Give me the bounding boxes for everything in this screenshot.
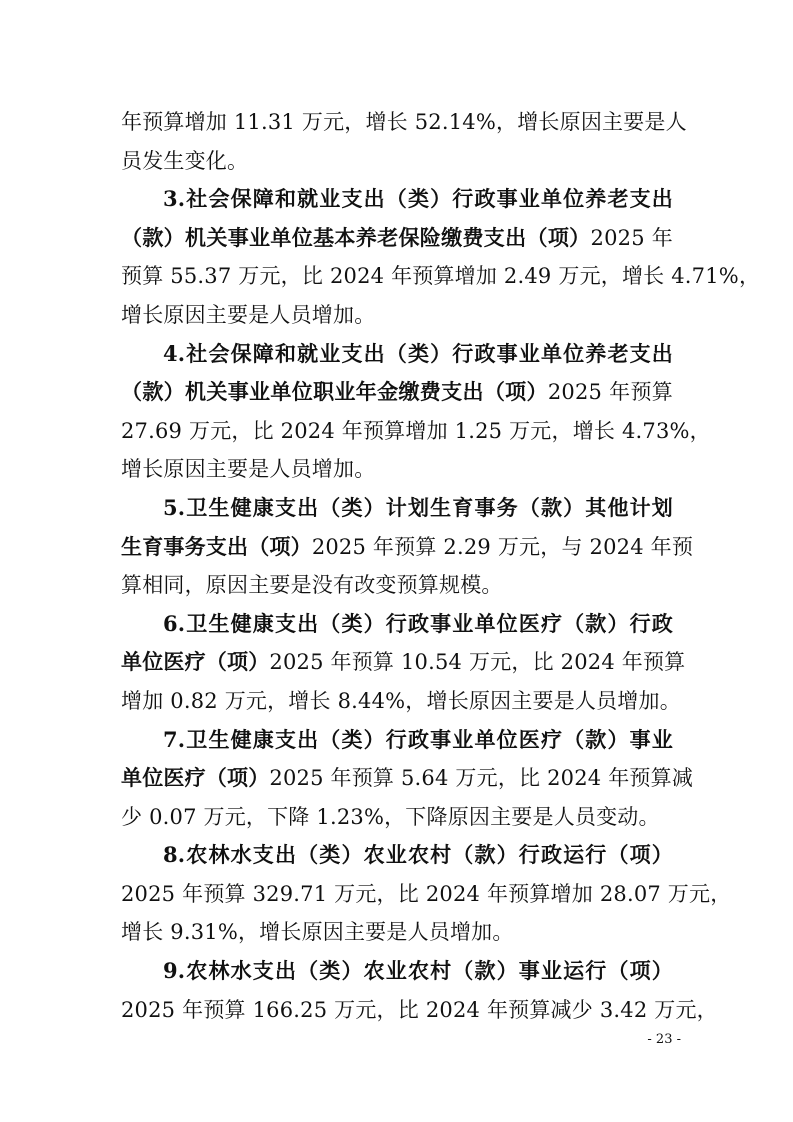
item-heading: 8.农林水支出（类）农业农村（款）行政运行（项）: [163, 842, 673, 868]
body-text-run: 2025 年: [590, 225, 673, 250]
body-text-run: 27.69 万元，比 2024 年预算增加 1.25 万元，增长 4.73%，: [121, 418, 711, 443]
item-heading: 单位医疗（项）: [121, 649, 270, 675]
text-line: [121, 991, 718, 1030]
body-text-run: 2025 年预算: [547, 380, 674, 405]
text-line: [121, 836, 673, 875]
paragraph-p0: [121, 103, 687, 180]
text-line: [121, 103, 687, 142]
item-heading: （款）机关事业单位基本养老保险缴费支出（项）: [121, 224, 591, 250]
text-line: [121, 875, 732, 914]
body-text-run: 2025 年预算 10.54 万元，比 2024 年预算: [269, 650, 686, 675]
text-line: [121, 721, 673, 760]
text-line: [121, 952, 673, 991]
item-heading: 6.卫生健康支出（类）行政事业单位医疗（款）行政: [163, 610, 673, 636]
item-heading: 3.社会保障和就业支出（类）行政事业单位养老支出: [163, 186, 673, 212]
text-line: [121, 643, 686, 682]
paragraph-p4: [121, 335, 711, 489]
text-line: [121, 335, 673, 374]
text-line: [121, 566, 673, 605]
item-heading: 9.农林水支出（类）农业农村（款）事业运行（项）: [163, 958, 673, 984]
body-text-run: 增长原因主要是人员增加。: [121, 457, 376, 482]
body-text-run: 2025 年预算 329.71 万元，比 2024 年预算增加 28.07 万元，: [121, 881, 732, 906]
item-heading: 7.卫生健康支出（类）行政事业单位医疗（款）事业: [163, 726, 673, 752]
body-text-run: 算相同，原因主要是没有改变预算规模。: [121, 573, 503, 598]
paragraph-p7: [121, 721, 694, 837]
text-line: [121, 373, 673, 412]
item-heading: 生育事务支出（项）: [121, 533, 312, 559]
text-line: [121, 296, 673, 335]
item-heading: 5.卫生健康支出（类）计划生育事务（款）其他计划: [163, 494, 673, 520]
body-text-run: 年预算增加 11.31 万元，增长 52.14%，增长原因主要是人: [121, 110, 687, 134]
text-line: [121, 759, 694, 798]
paragraph-p9: [121, 952, 718, 1029]
body-text-run: 增长 9.31%，增长原因主要是人员增加。: [121, 920, 514, 945]
text-line: [121, 219, 673, 258]
text-line: [121, 489, 673, 528]
text-line: [121, 798, 673, 837]
document-body: [121, 103, 761, 1029]
paragraph-p8: [121, 836, 732, 952]
body-text-run: 增加 0.82 万元，增长 8.44%，增长原因主要是人员增加。: [121, 688, 681, 713]
paragraph-p3: [121, 180, 761, 334]
item-heading: （款）机关事业单位职业年金缴费支出（项）: [121, 379, 548, 405]
body-text-run: 2025 年预算 5.64 万元，比 2024 年预算减: [269, 766, 694, 791]
paragraph-p6: [121, 605, 686, 721]
body-text-run: 2025 年预算 166.25 万元，比 2024 年预算减少 3.42 万元，: [121, 997, 718, 1022]
body-text-run: 2025 年预算 2.29 万元，与 2024 年预: [311, 534, 694, 559]
text-line: [121, 682, 681, 721]
body-text-run: 员发生变化。: [121, 148, 249, 173]
text-line: [121, 528, 694, 567]
page-number: - 23 -: [647, 1032, 681, 1047]
text-line: [121, 180, 673, 219]
paragraph-p5: [121, 489, 694, 605]
text-line: [121, 412, 711, 451]
text-line: [121, 913, 673, 952]
text-line: [121, 257, 761, 296]
item-heading: 单位医疗（项）: [121, 765, 270, 791]
text-line: [121, 142, 673, 181]
body-text-run: 少 0.07 万元，下降 1.23%，下降原因主要是人员变动。: [121, 804, 660, 829]
body-text-run: 预算 55.37 万元，比 2024 年预算增加 2.49 万元，增长 4.71%，: [121, 264, 761, 289]
text-line: [121, 450, 673, 489]
body-text-run: 增长原因主要是人员增加。: [121, 302, 376, 327]
item-heading: 4.社会保障和就业支出（类）行政事业单位养老支出: [163, 340, 673, 366]
text-line: [121, 605, 673, 644]
